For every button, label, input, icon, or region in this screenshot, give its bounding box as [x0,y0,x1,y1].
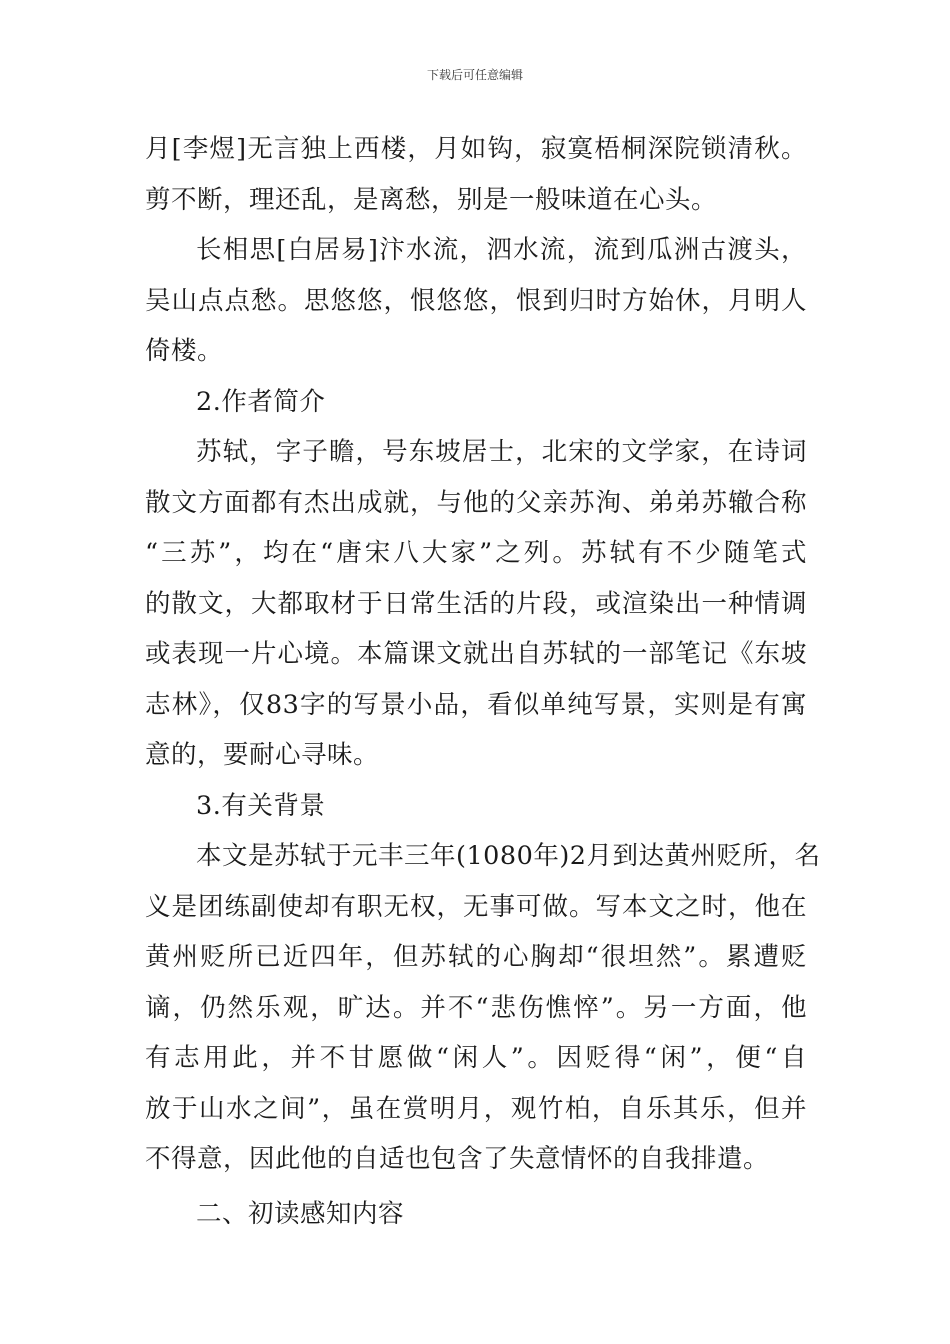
text-line: 或表现一片心境。本篇课文就出自苏轼的一部笔记《东坡 [145,639,807,669]
text-line: 苏轼，字子瞻，号东坡居士，北宋的文学家，在诗词 [196,437,807,467]
section-heading-background: 3.有关背景 [196,790,326,821]
document-body [145,124,821,1239]
text-line: 黄州贬所已近四年，但苏轼的心胸却“很坦然”。累遭贬 [145,942,807,972]
text-line: 月[李煜]无言独上西楼，月如钩，寂寞梧桐深院锁清秋。 [145,134,807,164]
text-line: “三苏”，均在“唐宋八大家”之列。苏轼有不少随笔式 [145,538,807,568]
text-line: 的散文，大都取材于日常生活的片段，或渲染出一种情调 [145,588,807,619]
text-line: 放于山水之间”，虽在赏明月，观竹柏，自乐其乐，但并 [145,1093,807,1124]
text-line: 本文是苏轼于元丰三年(1080年)2月到达黄州贬所，名 [196,841,821,871]
text-line: 剪不断，理还乱，是离愁，别是一般味道在心头。 [145,184,718,215]
text-line: 意的，要耐心寻味。 [145,740,380,770]
section-heading-first-reading: 二、初读感知内容 [196,1198,405,1229]
text-line: 吴山点点愁。思悠悠，恨悠悠，恨到归时方始休，月明人 [145,285,807,316]
text-line: 谪，仍然乐观，旷达。并不“悲伤憔悴”。另一方面，他 [145,992,807,1023]
text-line: 义是团练副使却有职无权，无事可做。写本文之时，他在 [145,891,807,922]
text-line: 散文方面都有杰出成就，与他的父亲苏洵、弟弟苏辙合称 [145,487,807,518]
text-line: 有志用此，并不甘愿做“闲人”。因贬得“闲”，便“自 [145,1043,807,1073]
section-heading-author-intro: 2.作者简介 [196,386,326,417]
text-line: 倚楼。 [145,336,224,366]
text-line: 长相思[白居易]汴水流，泗水流，流到瓜洲古渡头， [196,235,807,265]
text-line: 不得意，因此他的自适也包含了失意情怀的自我排遣。 [145,1144,770,1174]
header-note: 下载后可任意编辑 [426,68,523,82]
text-line: 志林》，仅83字的写景小品，看似单纯写景，实则是有寓 [145,689,807,720]
